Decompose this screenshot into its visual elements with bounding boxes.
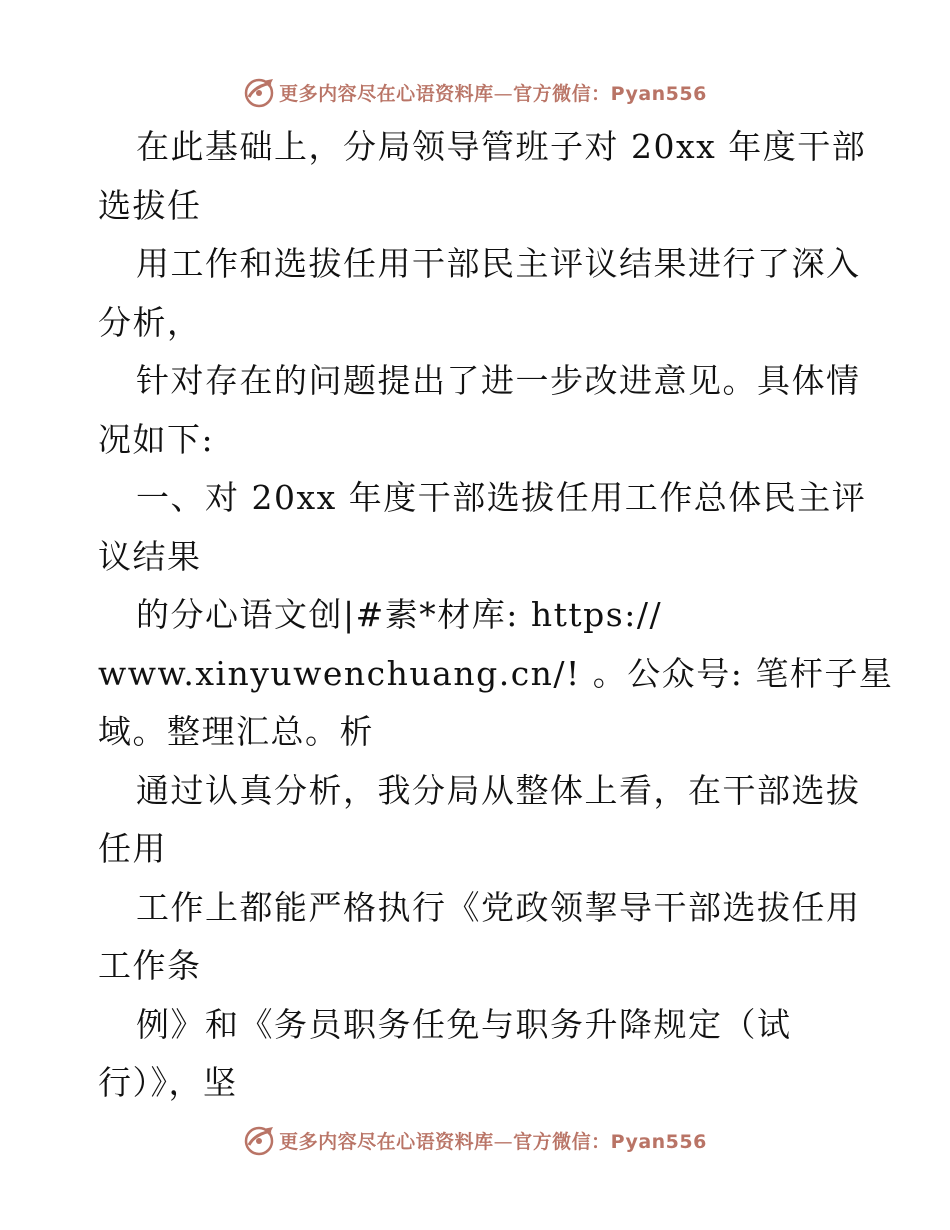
body-line: 例》和《务员职务任免与职务升降规定（试 [136,1004,792,1044]
pen-logo-icon [243,1123,277,1157]
body-line: 分析， [98,302,202,342]
body-line: 议结果 [98,536,202,576]
body-line: 选拔任 [98,185,202,225]
body-line: 针对存在的问题提出了进一步改进意见。具体情 [136,361,861,400]
header-wechat-text: 官方微信：Pyan556 [513,82,707,105]
body-line: 域。整理汇总。析 [98,712,374,751]
footer-banner-separator: — [493,1130,514,1153]
body-line: 任用 [98,829,167,868]
body-line: 通过认真分析，我分局从整体上看，在干部选拔 [136,770,861,810]
footer-banner [0,1120,950,1160]
body-line: 行）》，坚 [98,1063,238,1102]
header-banner-title: 更多内容尽在心语资料库 [279,82,494,105]
document-body [98,118,894,1113]
body-line: 在此基础上，分局领导管班子对 20xx 年度干部 [136,127,867,166]
footer-wechat-text: 官方微信：Pyan556 [513,1130,707,1153]
pen-logo-icon [243,75,277,109]
footer-banner-title: 更多内容尽在心语资料库 [279,1130,494,1153]
body-line: 工作上都能严格执行《党政领挈导干部选拔任用 [136,887,861,927]
body-line: 一、对 20xx 年度干部选拔任用工作总体民主评 [136,478,867,517]
header-banner [0,72,950,112]
body-line: 用工作和选拔任用干部民主评议结果进行了深入 [136,244,861,283]
body-line: 况如下: [98,419,215,459]
header-banner-separator: — [493,82,514,105]
body-line: www.xinyuwenchuang.cn/! 。公众号: 笔杆子星 [98,653,894,693]
body-line: 工作条 [98,946,202,985]
body-line: 的分心语文创|#素*材库: https:// [136,595,663,634]
